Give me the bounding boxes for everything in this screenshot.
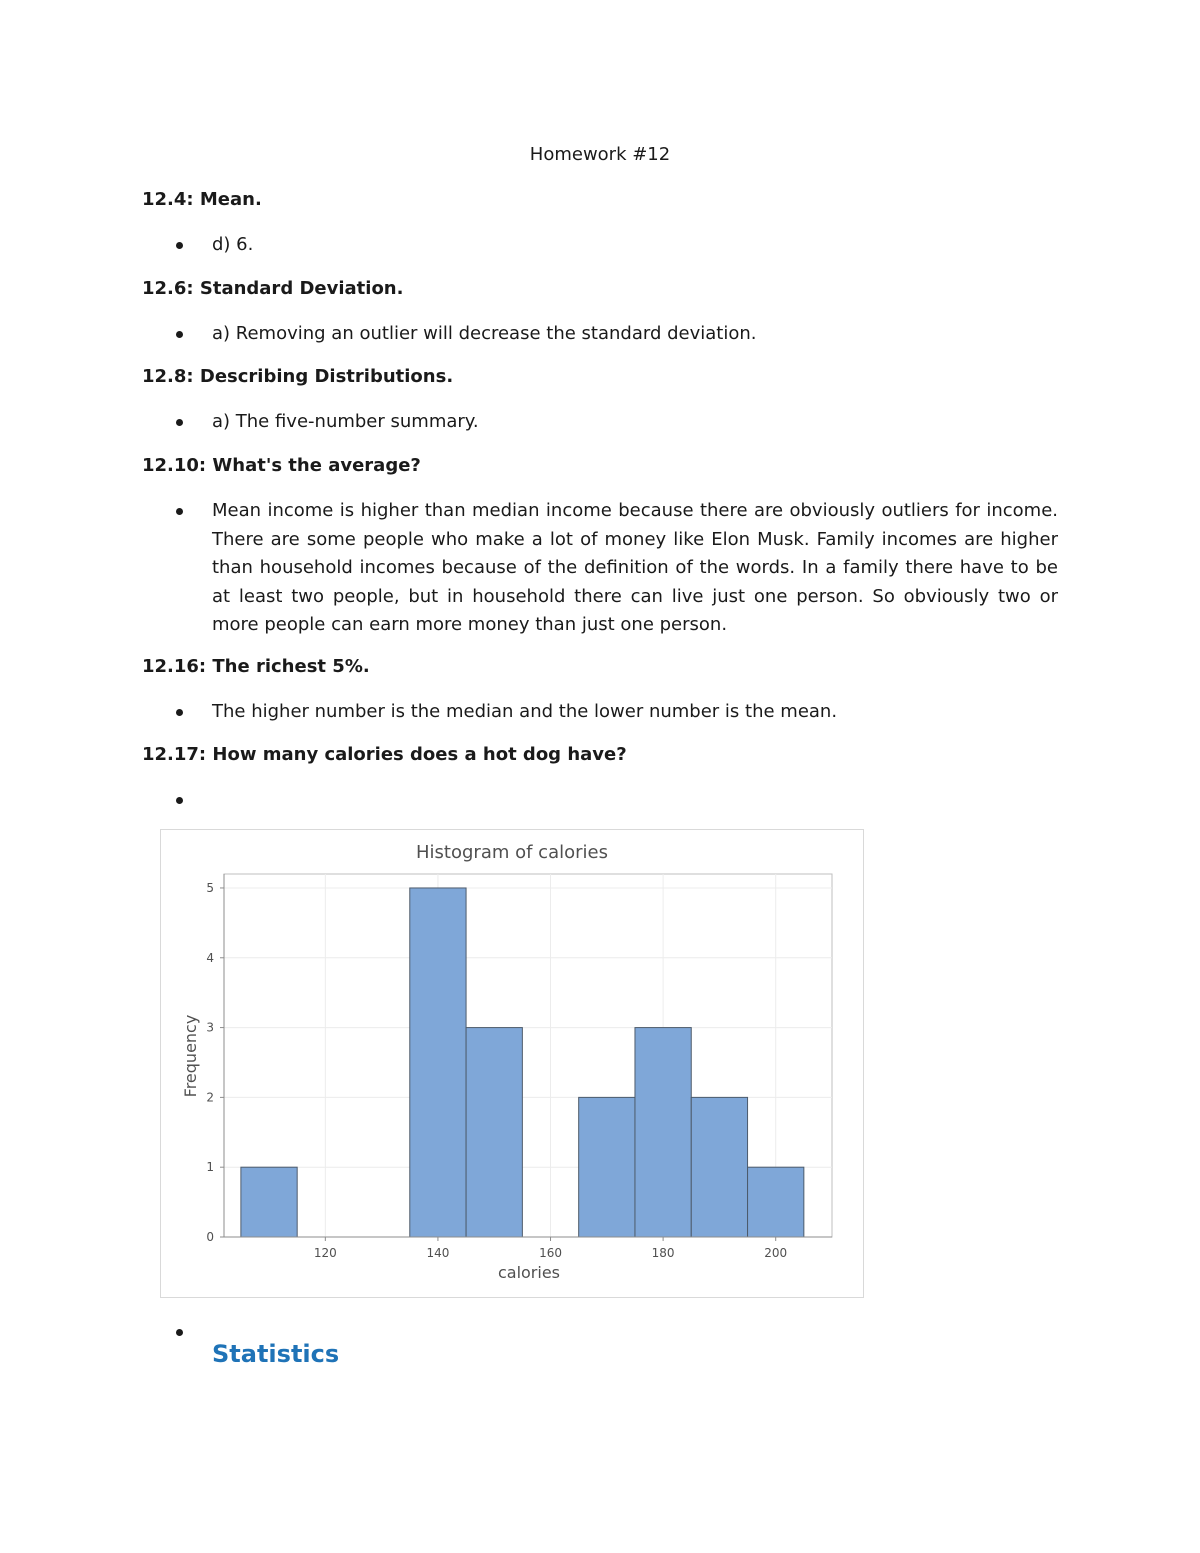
chart-title: Histogram of calories [416,842,608,863]
section-12-16 [142,655,1058,727]
bullet-item: a) Removing an outlier will decrease the standard deviation. [142,320,1058,349]
section-12-6 [142,277,1058,349]
histogram-bar [579,1097,635,1237]
section-12-10 [142,454,1058,640]
histogram-bar [466,1028,522,1237]
page-title: Homework #12 [529,144,671,165]
y-tick-label: 0 [206,1230,214,1244]
section-12-17 [142,743,1058,814]
histogram-bar [635,1028,691,1237]
bullet-item-empty [142,786,1058,814]
y-ticks [206,881,224,1244]
y-axis-label: Frequency [181,1014,200,1098]
x-tick-label: 120 [313,1246,337,1260]
y-tick-label: 3 [206,1020,214,1035]
bullet-item: Mean income is higher than median income because there are obviously outliers for income. There are some people who make a lot of money like Elon Musk. Family incomes are higher than household incomes because of the definition of the words. In a family there have to be at least two people, but in household there can live just one person. So obviously two or more people can earn more money than just one person. [142,497,1058,640]
bullet-item: d) 6. [142,231,1058,260]
section-12-4 [142,188,1058,260]
y-tick-label: 4 [206,950,214,965]
histogram-bar [410,888,466,1237]
statistics-heading: Statistics [212,1340,340,1368]
section-heading: 12.10: What's the average? [142,455,421,476]
histogram-chart [161,830,863,1297]
histogram-bar [691,1097,747,1237]
y-tick-label: 5 [206,880,214,895]
x-tick-label: 180 [651,1246,675,1260]
x-tick-label: 200 [764,1246,788,1260]
histogram-bar [241,1167,297,1237]
section-heading: 12.17: How many calories does a hot dog have? [142,744,627,765]
section-heading: 12.8: Describing Distributions. [142,366,454,387]
bullet-item: a) The five-number summary. [142,408,1058,437]
section-12-8 [142,365,1058,437]
x-axis-label: calories [497,1263,561,1282]
y-tick-label: 2 [206,1090,214,1105]
x-ticks [314,1237,787,1260]
section-heading: 12.4: Mean. [142,189,262,210]
y-tick-label: 1 [206,1160,214,1175]
histogram-figure [160,829,864,1298]
section-heading: 12.6: Standard Deviation. [142,278,404,299]
bullet-item: The higher number is the median and the lower number is the mean. [142,698,1058,727]
x-tick-label: 140 [426,1246,450,1260]
section-heading: 12.16: The richest 5%. [142,656,370,677]
histogram-bar [748,1167,804,1237]
x-tick-label: 160 [539,1246,562,1260]
